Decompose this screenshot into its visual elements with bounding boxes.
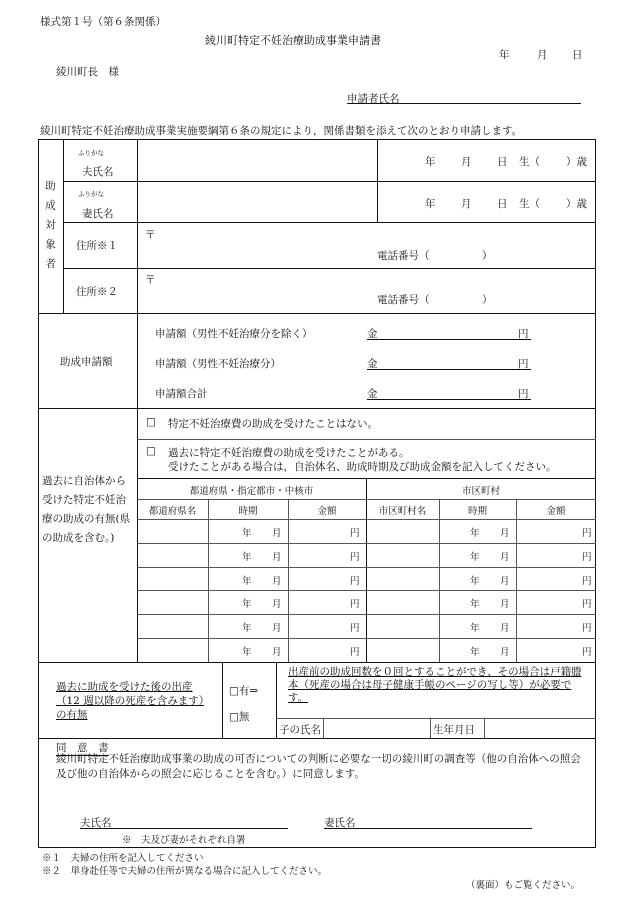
option1-checkbox[interactable]: □ bbox=[146, 416, 156, 428]
date-month: 月 bbox=[537, 49, 548, 61]
address2-field[interactable] bbox=[160, 272, 590, 310]
amount-male-field[interactable] bbox=[367, 356, 531, 370]
consent-wife-signature[interactable] bbox=[324, 815, 532, 829]
applicant-name-label: 申請者氏名 bbox=[347, 93, 400, 105]
birth-history-note: 出産前の助成回数を０回とすることができ、その場合は戸籍謄本（死産の場合は母子健康手帳のページの写し等）が必要です。 bbox=[288, 666, 582, 704]
birth-no-option[interactable]: □無 bbox=[229, 711, 250, 723]
footnote-2: ※２ 単身赴任等で夫婦の住所が異なる場合に記入してください。 bbox=[42, 866, 328, 877]
section-label-amount: 助成申請額 bbox=[60, 356, 113, 368]
phone1-close: ） bbox=[482, 250, 493, 262]
divider bbox=[38, 408, 596, 409]
date-year: 年 bbox=[499, 49, 510, 61]
divider bbox=[137, 313, 138, 408]
divider bbox=[63, 222, 596, 223]
option2-note: 受けたことがある場合は，自治体名、助成時期及び助成金額を記入してください。 bbox=[168, 461, 557, 473]
row-year: 年 bbox=[470, 599, 480, 611]
applicant-name-field[interactable] bbox=[347, 91, 581, 104]
row-yen: 円 bbox=[350, 551, 360, 563]
husband-age: ）歳 bbox=[566, 156, 587, 168]
address1-field[interactable] bbox=[160, 227, 590, 265]
amount-label-total: 申請額合計 bbox=[155, 388, 208, 400]
row-year: 年 bbox=[242, 647, 252, 658]
row-yen: 円 bbox=[582, 575, 592, 587]
address1-label: 住所※１ bbox=[76, 240, 118, 252]
row-month: 月 bbox=[500, 528, 510, 539]
form-number: 様式第１号（第６条関係） bbox=[40, 16, 166, 28]
husband-birth-day: 日 bbox=[497, 156, 508, 168]
consent-husband-signature[interactable] bbox=[80, 815, 288, 829]
row-month: 月 bbox=[272, 599, 282, 611]
row-year: 年 bbox=[242, 528, 252, 539]
row-year: 年 bbox=[242, 551, 252, 563]
child-name-label: 子の氏名 bbox=[279, 724, 321, 736]
child-name-field[interactable] bbox=[325, 720, 428, 736]
row-year: 年 bbox=[242, 575, 252, 587]
amount-label-excluding-male: 申請額（男性不妊治療分を除く） bbox=[155, 328, 313, 340]
consent-text: 綾川町特定不妊治療助成事業の助成の可否についての判断に必要な一切の綾川町の調査等（他の自治体への照会及び他の自治体からの照会に応じることを含む。）に同意します。 bbox=[56, 753, 581, 780]
row-yen: 円 bbox=[582, 647, 592, 658]
table-row-divider bbox=[137, 567, 596, 568]
municipality-name-field[interactable] bbox=[370, 545, 436, 565]
amount-excluding-male-field[interactable] bbox=[367, 326, 531, 340]
wife-age: ）歳 bbox=[566, 198, 587, 210]
husband-birth-born: 生（ bbox=[519, 156, 540, 168]
row-month: 月 bbox=[500, 623, 510, 635]
divider bbox=[137, 439, 596, 440]
row-yen: 円 bbox=[350, 623, 360, 635]
table-row-divider bbox=[137, 638, 596, 639]
prefecture-name-field[interactable] bbox=[141, 640, 205, 660]
husband-furigana-label: ふりがな bbox=[78, 149, 104, 157]
section-label-target: 助成対象者 bbox=[44, 180, 56, 278]
group-header-prefecture: 都道府県・指定都市・中核市 bbox=[189, 486, 314, 497]
divider bbox=[63, 181, 596, 182]
col-header-amount: 金額 bbox=[546, 506, 566, 517]
municipality-name-field[interactable] bbox=[370, 521, 436, 541]
address2-label: 住所※２ bbox=[76, 286, 118, 298]
col-header-period: 時期 bbox=[238, 506, 258, 517]
amount-unit: 円 bbox=[518, 358, 529, 370]
wife-furigana-label: ふりがな bbox=[78, 190, 104, 198]
wife-name-label: 妻氏名 bbox=[82, 208, 114, 220]
row-month: 月 bbox=[500, 575, 510, 587]
divider bbox=[63, 268, 596, 269]
intro-text: 綾川町特定不妊治療助成事業実施要綱第６条の規定により，関係書類を添えて次のとおり申請します。 bbox=[40, 125, 523, 137]
postal-mark-1: 〒 bbox=[145, 229, 156, 241]
row-year: 年 bbox=[242, 623, 252, 635]
row-year: 年 bbox=[470, 551, 480, 563]
row-month: 月 bbox=[272, 551, 282, 563]
amount-prefix: 金 bbox=[367, 328, 378, 340]
row-year: 年 bbox=[242, 599, 252, 611]
row-month: 月 bbox=[272, 528, 282, 539]
date-day: 日 bbox=[572, 49, 583, 61]
husband-birth-year: 年 bbox=[425, 156, 436, 168]
divider bbox=[63, 140, 64, 313]
group-header-municipality: 市区町村 bbox=[461, 486, 500, 497]
prefecture-name-field[interactable] bbox=[141, 616, 205, 636]
back-page-note: （裏面）もご覧ください。 bbox=[466, 880, 581, 891]
option2-label: 過去に特定不妊治療費の助成を受けたことがある。 bbox=[168, 447, 410, 459]
amount-total-field[interactable] bbox=[367, 386, 531, 400]
divider bbox=[38, 313, 596, 314]
col-header-amount: 金額 bbox=[317, 506, 337, 517]
municipality-name-field[interactable] bbox=[370, 592, 436, 612]
phone2-close: ） bbox=[482, 294, 493, 306]
wife-birth-month: 月 bbox=[461, 198, 472, 210]
col-header-prefecture-name: 都道府県名 bbox=[148, 506, 197, 517]
wife-birth-year: 年 bbox=[425, 198, 436, 210]
child-birth-label: 生年月日 bbox=[433, 724, 475, 736]
municipality-name-field[interactable] bbox=[370, 640, 436, 660]
amount-unit: 円 bbox=[518, 388, 529, 400]
municipality-name-field[interactable] bbox=[370, 616, 436, 636]
amount-prefix: 金 bbox=[367, 358, 378, 370]
row-month: 月 bbox=[272, 575, 282, 587]
divider bbox=[38, 738, 596, 739]
divider bbox=[484, 718, 485, 738]
row-yen: 円 bbox=[582, 551, 592, 563]
divider bbox=[137, 140, 138, 313]
husband-birth-month: 月 bbox=[461, 156, 472, 168]
row-year: 年 bbox=[470, 647, 480, 658]
amount-prefix: 金 bbox=[367, 388, 378, 400]
prefecture-name-field[interactable] bbox=[141, 545, 205, 565]
municipality-name-field[interactable] bbox=[370, 569, 436, 589]
addressee: 綾川町長 様 bbox=[56, 66, 119, 78]
phone1-label: 電話番号（ bbox=[377, 250, 430, 262]
row-year: 年 bbox=[470, 528, 480, 539]
form-title: 綾川町特定不妊治療助成事業申請書 bbox=[205, 34, 381, 47]
footnote-1: ※１ 夫婦の住所を記入してください bbox=[42, 853, 204, 864]
row-year: 年 bbox=[470, 575, 480, 587]
wife-name-field[interactable] bbox=[140, 183, 374, 221]
row-yen: 円 bbox=[350, 528, 360, 539]
row-month: 月 bbox=[500, 647, 510, 658]
row-yen: 円 bbox=[582, 623, 592, 635]
wife-birth-day: 日 bbox=[497, 198, 508, 210]
husband-name-label: 夫氏名 bbox=[82, 166, 114, 178]
divider bbox=[323, 718, 324, 738]
consent-wife-label: 妻氏名 bbox=[324, 817, 356, 829]
divider bbox=[276, 718, 596, 719]
divider bbox=[430, 718, 431, 738]
section-label-past: 過去に自治体から受けた特定不妊治療の助成の有無(県の助成を含む。) bbox=[42, 475, 131, 544]
col-header-municipality-name: 市区町村名 bbox=[378, 506, 427, 517]
row-month: 月 bbox=[272, 623, 282, 635]
consent-title: 同 意 書 bbox=[56, 742, 109, 754]
postal-mark-2: 〒 bbox=[145, 274, 156, 286]
prefecture-name-field[interactable] bbox=[141, 592, 205, 612]
husband-name-field[interactable] bbox=[140, 142, 374, 180]
col-header-period: 時期 bbox=[467, 506, 487, 517]
wife-birth-born: 生（ bbox=[519, 198, 540, 210]
option1-label: 特定不妊治療費の助成を受けたことはない。 bbox=[168, 418, 378, 430]
table-row-divider bbox=[137, 543, 596, 544]
consent-signature-note: ※ 夫及び妻がそれぞれ自署 bbox=[122, 835, 246, 846]
row-yen: 円 bbox=[582, 528, 592, 539]
row-year: 年 bbox=[470, 623, 480, 635]
table-row-divider bbox=[137, 614, 596, 615]
row-month: 月 bbox=[272, 647, 282, 658]
option2-checkbox[interactable]: □ bbox=[146, 445, 156, 457]
row-month: 月 bbox=[500, 599, 510, 611]
prefecture-name-field[interactable] bbox=[141, 521, 205, 541]
divider bbox=[222, 662, 223, 738]
divider bbox=[137, 408, 138, 662]
phone2-label: 電話番号（ bbox=[377, 294, 430, 306]
row-yen: 円 bbox=[350, 599, 360, 611]
birth-history-label: 過去に助成を受けた後の出産（12 週以降の死産を含みます）の有無 bbox=[56, 681, 204, 721]
row-month: 月 bbox=[500, 551, 510, 563]
child-birth-field[interactable] bbox=[486, 720, 592, 736]
amount-unit: 円 bbox=[518, 328, 529, 340]
table-row-divider bbox=[137, 590, 596, 591]
divider bbox=[38, 662, 596, 663]
amount-label-male: 申請額（男性不妊治療分） bbox=[155, 358, 281, 370]
birth-yes-option[interactable]: □有⇒ bbox=[229, 685, 259, 697]
row-yen: 円 bbox=[582, 599, 592, 611]
prefecture-name-field[interactable] bbox=[141, 569, 205, 589]
divider bbox=[276, 662, 277, 738]
row-yen: 円 bbox=[350, 647, 360, 658]
consent-husband-label: 夫氏名 bbox=[80, 817, 112, 829]
row-yen: 円 bbox=[350, 575, 360, 587]
